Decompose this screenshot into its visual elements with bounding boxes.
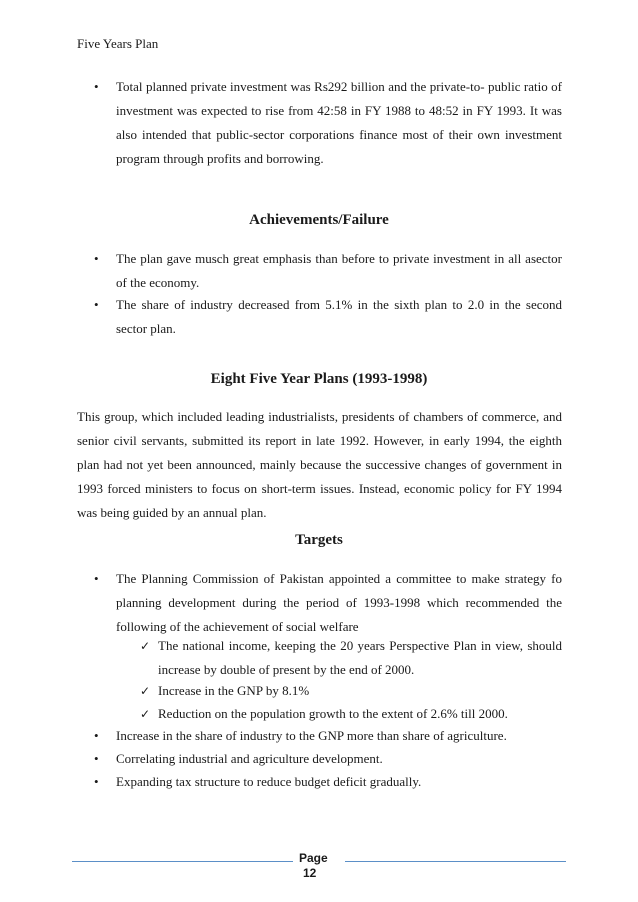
list-item: • The share of industry decreased from 5.1% in the sixth plan to 2.0 in the second sector plan. [116, 293, 562, 341]
section-heading-achievements: Achievements/Failure [249, 212, 389, 228]
footer-rule-left [72, 861, 293, 862]
list-item: • Total planned private investment was Rs292 billion and the private-to- public ratio of investment was expected to rise from 42:58 in FY 1988 to 48:52 in FY 1993. It was also intended that public-sector corporations finance most of their own investment program through profits and borrowing. [116, 75, 562, 171]
list-item: • Expanding tax structure to reduce budget deficit gradually. [116, 770, 562, 794]
section-heading-eighth-plan: Eight Five Year Plans (1993-1998) [210, 371, 428, 387]
check-icon: ✓ [140, 707, 151, 721]
list-item: • Increase in the share of industry to the GNP more than share of agriculture. [116, 724, 562, 748]
list-item: • The Planning Commission of Pakistan appointed a committee to make strategy fo planning development during the period of 1993-1998 which recommended the following of the achievement of social welfare [116, 567, 562, 639]
page-label-text: Page [299, 851, 328, 865]
running-header: Five Years Plan [77, 36, 159, 51]
check-item [140, 679, 562, 703]
check-item [140, 702, 562, 726]
body-paragraph: This group, which included leading industrialists, presidents of chambers of commerce, and senior civil servants, submitted its report in late 1992. However, in early 1994, the eighth plan had not yet been announced, mainly because the successive changes of government in 1993 forced ministers to focus on short-term issues. Instead, economic policy for FY 1994 was being guided by an annual plan. [77, 409, 562, 520]
check-item-text: The national income, keeping the 20 years Perspective Plan in view, should increase by double of present by the end of 2000. [158, 638, 562, 677]
page-number [299, 851, 328, 881]
footer-rule-right [345, 861, 566, 862]
list-item: • The plan gave musch great emphasis than before to private investment in all asector of the economy. [116, 247, 562, 295]
check-item-text: Reduction on the population growth to the extent of 2.6% till 2000. [158, 706, 508, 721]
page-number-value: 12 [303, 866, 317, 880]
check-icon: ✓ [140, 639, 151, 653]
section-heading-targets: Targets [295, 532, 343, 548]
check-icon: ✓ [140, 684, 151, 698]
check-item-text: Increase in the GNP by 8.1% [158, 683, 310, 698]
list-item: • Correlating industrial and agriculture development. [116, 747, 562, 771]
check-item [140, 634, 562, 682]
